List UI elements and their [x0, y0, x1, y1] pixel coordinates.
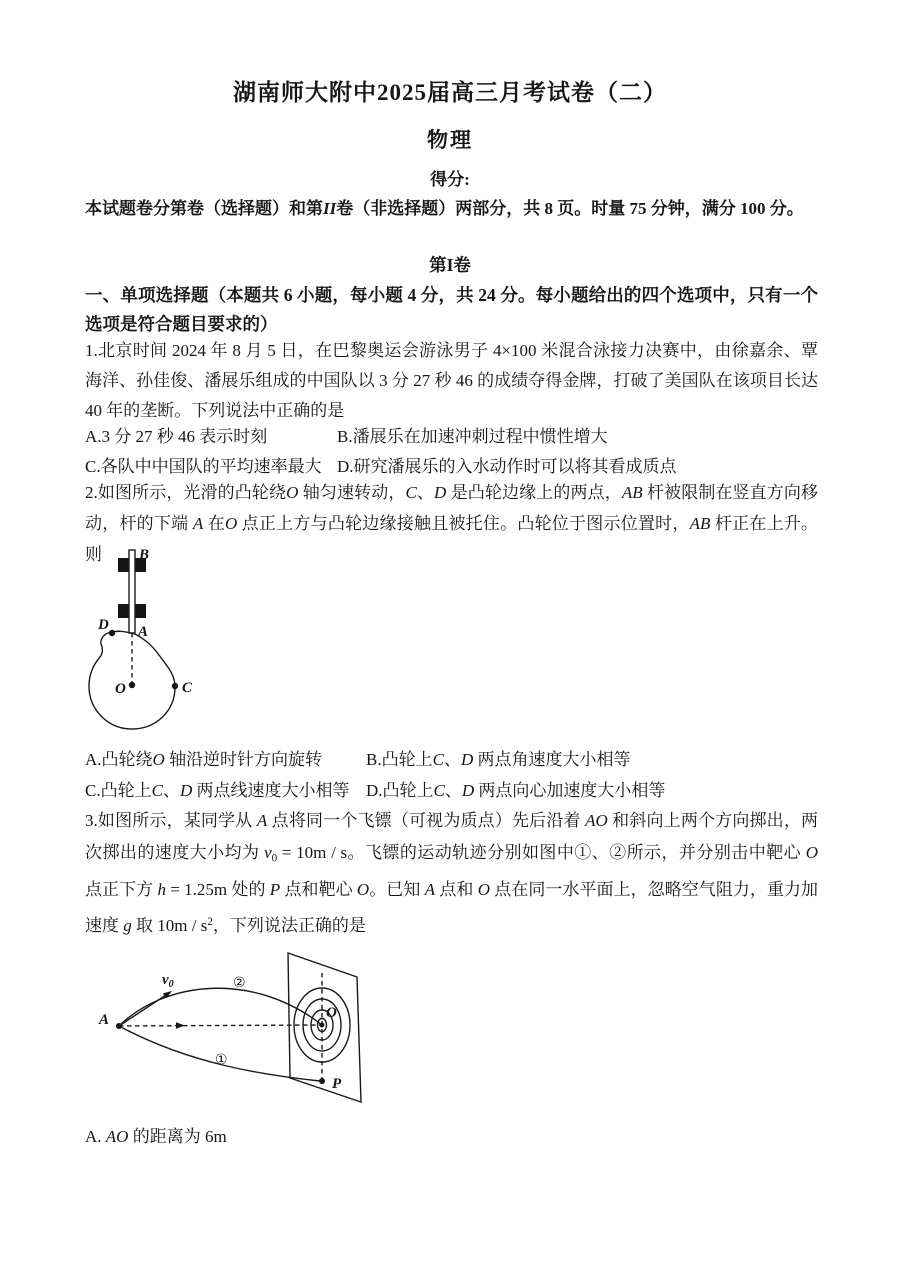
point-p-dot [319, 1078, 325, 1084]
dart-label-o: O [326, 1005, 337, 1021]
cam-label-o: O [115, 681, 126, 697]
trajectory-2-label: ② [233, 975, 246, 991]
point-o-center-dot [320, 1023, 325, 1028]
q1-option-a: A.3 分 27 秒 46 表示时刻 [85, 427, 268, 446]
point-c-dot [172, 683, 178, 689]
dart-label-a: A [99, 1012, 110, 1028]
cam-label-d: D [98, 617, 109, 633]
cam-label-c: C [182, 680, 193, 696]
q3-option-a: A. AO 的距离为 6m [85, 1127, 227, 1146]
question-1-options [85, 422, 818, 482]
q2-option-d: D.凸轮上C、D 两点向心加速度大小相等 [366, 781, 666, 800]
question-1-stem: 1.北京时间 2024 年 8 月 5 日，在巴黎奥运会游泳男子 4×100 米混合泳接力决赛中，由徐嘉余、覃海洋、孙佳俊、潘展乐组成的中国队以 3 分 27 秒 46 的成绩夺得金牌，打破了美国队在该项目长达 40 年的垄断。下列说法中正确的是 [85, 341, 818, 420]
point-o-dot [129, 682, 135, 688]
subject-title: 物理 [427, 128, 473, 152]
question-2-options [85, 745, 818, 807]
cam-outline [89, 631, 175, 729]
score-label: 得分: [430, 170, 470, 189]
question-3-stem: 3.如图所示，某同学从 A 点将同一个飞镖（可视为质点）先后沿着 AO 和斜向上两个方向掷出，两次掷出的速度大小均为 v0 = 10m / s。飞镖的运动轨迹分别如图中①、②所示，并分别击中靶心 O 点正下方 h = 1.25m 处的 P 点和靶心 O。已知 A 点和 O 点在同一水平面上，忽略空气阻力，重力加速度 g 取 $10m / s^2$，下列说法正确的是 [85, 811, 819, 936]
q2-option-a: A.凸轮绕O 轴沿逆时针方向旋转 [85, 750, 323, 769]
question-2-cam-figure [88, 543, 288, 743]
q1-option-c: C.各队中中国队的平均速率最大 [85, 457, 322, 476]
point-d-dot [109, 630, 115, 636]
rod-ab [129, 550, 135, 633]
q1-options-row-1 [85, 422, 818, 452]
part1-heading: 第I卷 [429, 255, 471, 275]
section1-instructions: 一、单项选择题（本题共 6 小题，每小题 4 分，共 24 分。每小题给出的四个选项中，只有一个选项是符合题目要求的） [85, 285, 818, 334]
dart-label-p: P [332, 1076, 342, 1092]
trajectory-2-curve [119, 988, 322, 1026]
q2-options-row-2 [85, 776, 818, 807]
ao-dashed-line [119, 1025, 322, 1026]
q2-option-b: B.凸轮上C、D 两点角速度大小相等 [366, 750, 631, 769]
page-title: 湖南师大附中2025届高三月考试卷（二） [233, 80, 667, 105]
dart-label-v0: $v_0$ [162, 972, 174, 990]
q2-option-c: C.凸轮上C、D 两点线速度大小相等 [85, 781, 350, 800]
q1-option-d: D.研究潘展乐的入水动作时可以将其看成质点 [337, 457, 677, 476]
q2-options-row-1 [85, 745, 818, 776]
point-a-dot [116, 1023, 122, 1029]
trajectory-1-label: ① [215, 1052, 228, 1068]
ao-line-arrowhead-icon [176, 1022, 185, 1029]
question-2-stem: 2.如图所示，光滑的凸轮绕O 轴匀速转动，C、D 是凸轮边缘上的两点，AB 杆被限制在竖直方向移动，杆的下端 A 在O 点正上方与凸轮边缘接触且被托住。凸轮位于图示位置时，AB 杆正在上升。则 [85, 483, 819, 564]
cam-label-b: B [139, 547, 150, 563]
cam-label-a: A [138, 624, 149, 640]
exam-intro-paragraph: 本试题卷分第卷（选择题）和第II卷（非选择题）两部分，共 8 页。时量 75 分钟，满分 100 分。 [85, 199, 804, 218]
q1-option-b: B.潘展乐在加速冲刺过程中惯性增大 [337, 427, 608, 446]
question-3-dart-figure [85, 943, 425, 1123]
